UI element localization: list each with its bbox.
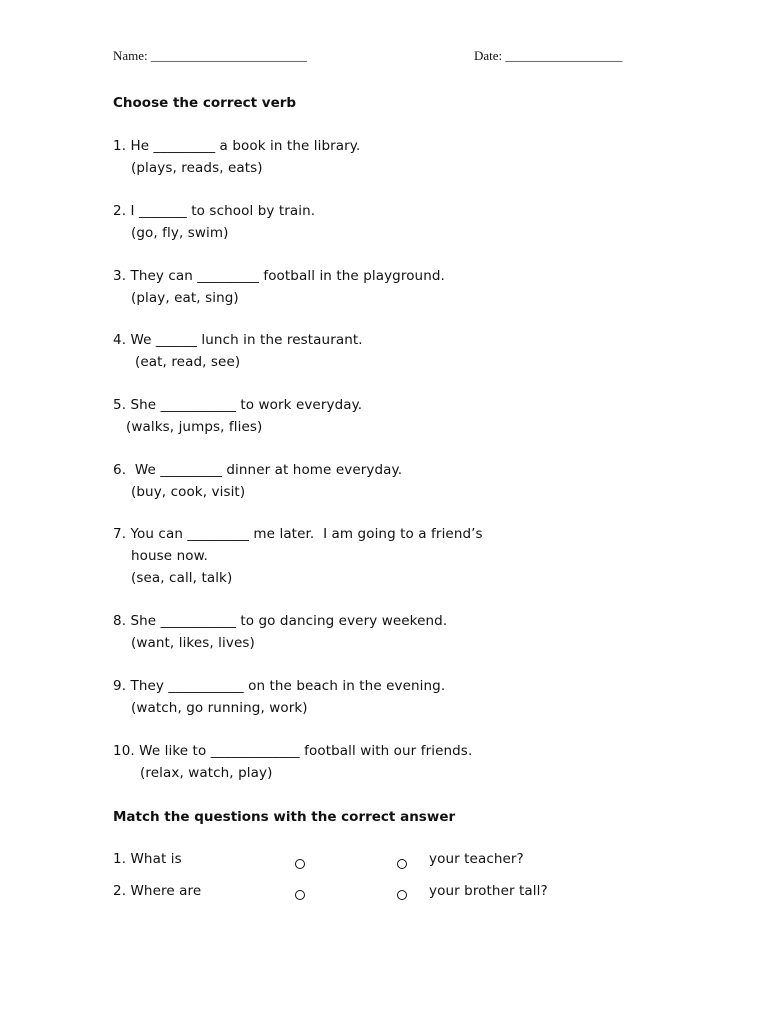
match-answer-2: your brother tall? <box>429 883 548 899</box>
question-4: 4. We ______ lunch in the restaurant. <box>113 332 363 348</box>
match-answer-1: your teacher? <box>429 851 524 867</box>
question-7-options: (sea, call, talk) <box>131 570 233 586</box>
section-title-choose-verb: Choose the correct verb <box>113 95 297 111</box>
question-1: 1. He _________ a book in the library. <box>113 138 361 154</box>
date-field-label: Date: __________________ <box>474 48 623 63</box>
question-10: 10. We like to _____________ football with our friends. <box>113 743 473 759</box>
question-2: 2. I _______ to school by train. <box>113 203 316 219</box>
question-8: 8. She ___________ to go dancing every weekend. <box>113 613 448 629</box>
question-4-options: (eat, read, see) <box>135 354 241 370</box>
question-8-options: (want, likes, lives) <box>131 635 255 651</box>
question-6-options: (buy, cook, visit) <box>131 484 246 500</box>
question-3-options: (play, eat, sing) <box>131 290 239 306</box>
section-title-match: Match the questions with the correct answer <box>113 809 456 825</box>
question-6: 6. We _________ dinner at home everyday. <box>113 462 403 478</box>
question-2-options: (go, fly, swim) <box>131 225 229 241</box>
match-question-2: 2. Where are <box>113 883 202 899</box>
question-5-options: (walks, jumps, flies) <box>126 419 263 435</box>
question-5: 5. She ___________ to work everyday. <box>113 397 363 413</box>
question-10-options: (relax, watch, play) <box>140 765 273 781</box>
question-7: 7. You can _________ me later. I am going to a friend’s <box>113 526 483 542</box>
match-left-circle-2[interactable] <box>295 890 305 900</box>
match-left-circle-1[interactable] <box>295 859 305 869</box>
question-3: 3. They can _________ football in the playground. <box>113 268 445 284</box>
match-question-1: 1. What is <box>113 851 182 867</box>
name-field-label: Name: ________________________ <box>113 48 307 63</box>
match-right-circle-1[interactable] <box>397 859 407 869</box>
question-7-continuation: house now. <box>131 548 208 564</box>
match-right-circle-2[interactable] <box>397 890 407 900</box>
question-9: 9. They ___________ on the beach in the evening. <box>113 678 446 694</box>
question-1-options: (plays, reads, eats) <box>131 160 263 176</box>
question-9-options: (watch, go running, work) <box>131 700 308 716</box>
